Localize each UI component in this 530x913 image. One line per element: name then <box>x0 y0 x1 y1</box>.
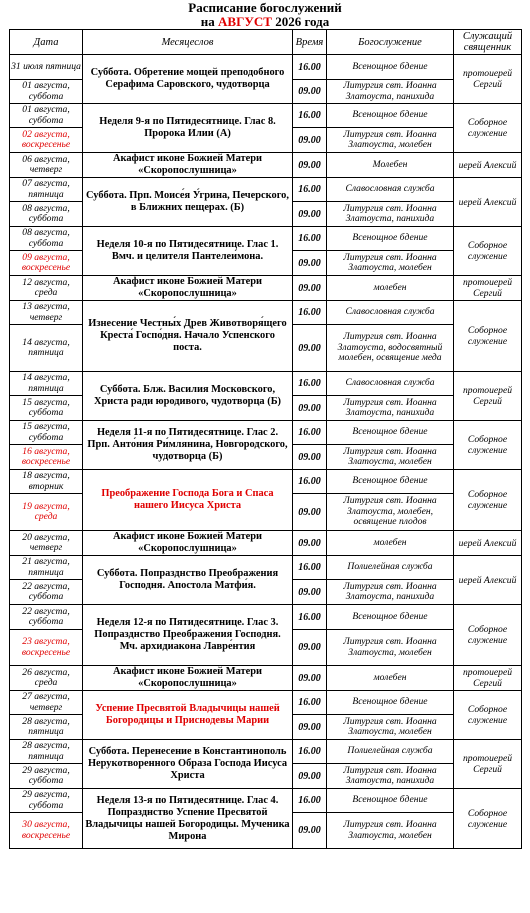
schedule-body <box>10 55 522 849</box>
service-cell: Всенощное бдение <box>327 789 454 813</box>
service-cell: молебен <box>327 666 454 691</box>
time-cell: 09.00 <box>293 630 327 666</box>
time-cell: 16.00 <box>293 104 327 128</box>
date-cell: 26 августа, среда <box>10 666 83 691</box>
priest-cell: иерей Алексий <box>454 178 522 227</box>
time-cell: 16.00 <box>293 227 327 251</box>
service-cell: Всенощное бдение <box>327 470 454 494</box>
menology-cell: Суббота. Прп. Моисе́я У́грина, Печерского, в Ближних пещерах. (Б) <box>83 178 293 227</box>
title-line2 <box>0 15 530 29</box>
menology-cell: Суббота. Перенесение в Константинополь Нерукотворенного Образа Господа Иисуса Христа <box>83 740 293 789</box>
priest-cell: Соборное служение <box>454 691 522 740</box>
date-cell: 15 августа, суббота <box>10 396 83 421</box>
title-month: АВГУСТ <box>218 14 272 29</box>
menology-cell: Акафист иконе Божией Матери «Скоропослушница» <box>83 531 293 556</box>
time-cell: 16.00 <box>293 55 327 80</box>
time-cell: 09.00 <box>293 396 327 421</box>
date-cell: 30 августа, воскресенье <box>10 813 83 849</box>
date-cell: 08 августа, суббота <box>10 227 83 251</box>
date-cell: 22 августа, суббота <box>10 605 83 630</box>
menology-cell: Суббота. Блж. Василия Московского, Христа ради юродивого, чудотворца (Б) <box>83 372 293 421</box>
date-cell: 31 июля пятница <box>10 55 83 80</box>
date-cell: 01 августа, суббота <box>10 80 83 104</box>
header-row <box>10 30 522 55</box>
date-cell: 02 августа, воскресенье <box>10 128 83 153</box>
date-cell: 21 августа, пятница <box>10 556 83 580</box>
table-row <box>10 789 522 813</box>
date-cell: 08 августа, суббота <box>10 202 83 227</box>
title-line1: Расписание богослужений <box>188 0 342 15</box>
time-cell: 09.00 <box>293 715 327 740</box>
time-cell: 09.00 <box>293 251 327 276</box>
service-cell: молебен <box>327 531 454 556</box>
date-cell: 14 августа, пятница <box>10 325 83 372</box>
priest-cell: иерей Алексий <box>454 153 522 178</box>
date-cell: 07 августа, пятница <box>10 178 83 202</box>
table-row <box>10 421 522 445</box>
schedule-table <box>9 29 522 849</box>
date-cell: 12 августа, среда <box>10 276 83 301</box>
service-cell: Славословная служба <box>327 178 454 202</box>
time-cell: 16.00 <box>293 470 327 494</box>
service-cell: Литургия свт. Иоанна Златоуста, панихида <box>327 80 454 104</box>
menology-cell: Неделя 11-я по Пятидесятнице. Глас 2. Прп. Анто́ния Ри́млянина, Новгородского, чудотворца (Б) <box>83 421 293 470</box>
table-row <box>10 178 522 202</box>
service-cell: Славословная служба <box>327 301 454 325</box>
time-cell: 16.00 <box>293 421 327 445</box>
table-row <box>10 372 522 396</box>
service-cell: Литургия свт. Иоанна Златоуста, молебен <box>327 251 454 276</box>
priest-cell: иерей Алексий <box>454 531 522 556</box>
service-cell: Литургия свт. Иоанна Златоуста, панихида <box>327 202 454 227</box>
time-cell: 09.00 <box>293 580 327 605</box>
menology-cell: Неделя 13-я по Пятидесятнице. Глас 4. Попразднство Успение Пресвятой Владычицы нашей Богородицы. Мученика Мирона <box>83 789 293 849</box>
service-cell: Всенощное бдение <box>327 104 454 128</box>
time-cell: 16.00 <box>293 372 327 396</box>
col-menology: Месяцеслов <box>83 30 293 55</box>
service-cell: Всенощное бдение <box>327 691 454 715</box>
col-time: Время <box>293 30 327 55</box>
time-cell: 16.00 <box>293 691 327 715</box>
priest-cell: протоиерей Сергий <box>454 666 522 691</box>
time-cell: 09.00 <box>293 764 327 789</box>
priest-cell: Соборное служение <box>454 421 522 470</box>
priest-cell: Соборное служение <box>454 301 522 372</box>
priest-cell: Соборное служение <box>454 227 522 276</box>
menology-cell: Акафист иконе Божией Матери «Скоропослушница» <box>83 276 293 301</box>
date-cell: 19 августа, среда <box>10 494 83 531</box>
date-cell: 13 августа, четверг <box>10 301 83 325</box>
menology-cell: Суббота. Попразднство Преображения Господня. Апостола Матфи́я. <box>83 556 293 605</box>
time-cell: 09.00 <box>293 325 327 372</box>
service-cell: Славословная служба <box>327 372 454 396</box>
date-cell: 14 августа, пятница <box>10 372 83 396</box>
table-row <box>10 301 522 325</box>
service-cell: Литургия свт. Иоанна Златоуста, молебен <box>327 630 454 666</box>
service-cell: Всенощное бдение <box>327 227 454 251</box>
date-cell: 28 августа, пятница <box>10 740 83 764</box>
priest-cell: протоиерей Сергий <box>454 372 522 421</box>
table-row <box>10 276 522 301</box>
table-row <box>10 227 522 251</box>
service-cell: Литургия свт. Иоанна Златоуста, молебен <box>327 128 454 153</box>
priest-cell: Соборное служение <box>454 605 522 666</box>
date-cell: 06 августа, четверг <box>10 153 83 178</box>
service-cell: Всенощное бдение <box>327 605 454 630</box>
menology-cell: Неделя 12-я по Пятидесятнице. Глас 3. Попразднство Преображения Господня. Мч. архидиакона Лавре́нтия <box>83 605 293 666</box>
time-cell: 09.00 <box>293 666 327 691</box>
menology-cell: Преображение Господа Бога и Спаса нашего Иисуса Христа <box>83 470 293 531</box>
menology-cell: Суббота. Обретение мощей преподобного Серафима Саровского, чудотворца <box>83 55 293 104</box>
col-date: Дата <box>10 30 83 55</box>
table-row <box>10 153 522 178</box>
time-cell: 16.00 <box>293 301 327 325</box>
title-suffix: 2026 года <box>271 14 330 29</box>
priest-cell: протоиерей Сергий <box>454 55 522 104</box>
table-row <box>10 605 522 630</box>
date-cell: 23 августа, воскресенье <box>10 630 83 666</box>
date-cell: 01 августа, суббота <box>10 104 83 128</box>
table-row <box>10 531 522 556</box>
table-row <box>10 666 522 691</box>
col-service: Богослужение <box>327 30 454 55</box>
service-cell: Молебен <box>327 153 454 178</box>
service-cell: Литургия свт. Иоанна Златоуста, водосвятный молебен, освящение меда <box>327 325 454 372</box>
table-row <box>10 55 522 80</box>
priest-cell: Соборное служение <box>454 104 522 153</box>
service-cell: Литургия свт. Иоанна Златоуста, молебен <box>327 715 454 740</box>
priest-cell: иерей Алексий <box>454 556 522 605</box>
service-cell: Всенощное бдение <box>327 421 454 445</box>
time-cell: 09.00 <box>293 202 327 227</box>
time-cell: 09.00 <box>293 531 327 556</box>
date-cell: 16 августа, воскресенье <box>10 445 83 470</box>
priest-cell: Соборное служение <box>454 470 522 531</box>
time-cell: 09.00 <box>293 445 327 470</box>
priest-cell: протоиерей Сергий <box>454 740 522 789</box>
priest-cell: Соборное служение <box>454 789 522 849</box>
date-cell: 20 августа, четверг <box>10 531 83 556</box>
time-cell: 09.00 <box>293 128 327 153</box>
service-cell: молебен <box>327 276 454 301</box>
service-cell: Литургия свт. Иоанна Златоуста, молебен <box>327 445 454 470</box>
date-cell: 28 августа, пятница <box>10 715 83 740</box>
service-cell: Литургия свт. Иоанна Златоуста, панихида <box>327 764 454 789</box>
time-cell: 09.00 <box>293 80 327 104</box>
table-row <box>10 470 522 494</box>
service-cell: Литургия свт. Иоанна Златоуста, панихида <box>327 396 454 421</box>
menology-cell: Неделя 9-я по Пятидесятнице. Глас 8. Пророка Илии (А) <box>83 104 293 153</box>
time-cell: 09.00 <box>293 494 327 531</box>
table-row <box>10 556 522 580</box>
menology-cell: Акафист иконе Божией Матери «Скоропослушница» <box>83 153 293 178</box>
menology-cell: Изнесение Честны́х Древ Животворя́щего Креста́ Госпо́дня. Начало Успенского поста. <box>83 301 293 372</box>
menology-cell: Акафист иконе Божией Матери «Скоропослушница» <box>83 666 293 691</box>
title-prefix: на <box>200 14 219 29</box>
service-cell: Всенощное бдение <box>327 55 454 80</box>
service-cell: Литургия свт. Иоанна Златоуста, молебен <box>327 813 454 849</box>
time-cell: 16.00 <box>293 740 327 764</box>
time-cell: 16.00 <box>293 605 327 630</box>
service-cell: Полиелейная служба <box>327 740 454 764</box>
date-cell: 09 августа, воскресенье <box>10 251 83 276</box>
date-cell: 22 августа, суббота <box>10 580 83 605</box>
menology-cell: Неделя 10-я по Пятидесятнице. Глас 1. Вмч. и целителя Пантелеи́мона. <box>83 227 293 276</box>
time-cell: 16.00 <box>293 178 327 202</box>
date-cell: 15 августа, суббота <box>10 421 83 445</box>
date-cell: 18 августа, вторник <box>10 470 83 494</box>
service-cell: Литургия свт. Иоанна Златоуста, молебен, освящение плодов <box>327 494 454 531</box>
date-cell: 29 августа, суббота <box>10 789 83 813</box>
table-row <box>10 691 522 715</box>
time-cell: 09.00 <box>293 813 327 849</box>
time-cell: 16.00 <box>293 556 327 580</box>
time-cell: 09.00 <box>293 276 327 301</box>
table-row <box>10 740 522 764</box>
service-cell: Литургия свт. Иоанна Златоуста, панихида <box>327 580 454 605</box>
table-row <box>10 104 522 128</box>
date-cell: 27 августа, четверг <box>10 691 83 715</box>
time-cell: 09.00 <box>293 153 327 178</box>
menology-cell: Успение Пресвятой Владычицы нашей Богородицы и Приснодевы Марии <box>83 691 293 740</box>
service-cell: Полиелейная служба <box>327 556 454 580</box>
col-priest: Служащий священник <box>454 30 522 55</box>
date-cell: 29 августа, суббота <box>10 764 83 789</box>
priest-cell: протоиерей Сергий <box>454 276 522 301</box>
time-cell: 16.00 <box>293 789 327 813</box>
schedule-title <box>0 0 530 29</box>
